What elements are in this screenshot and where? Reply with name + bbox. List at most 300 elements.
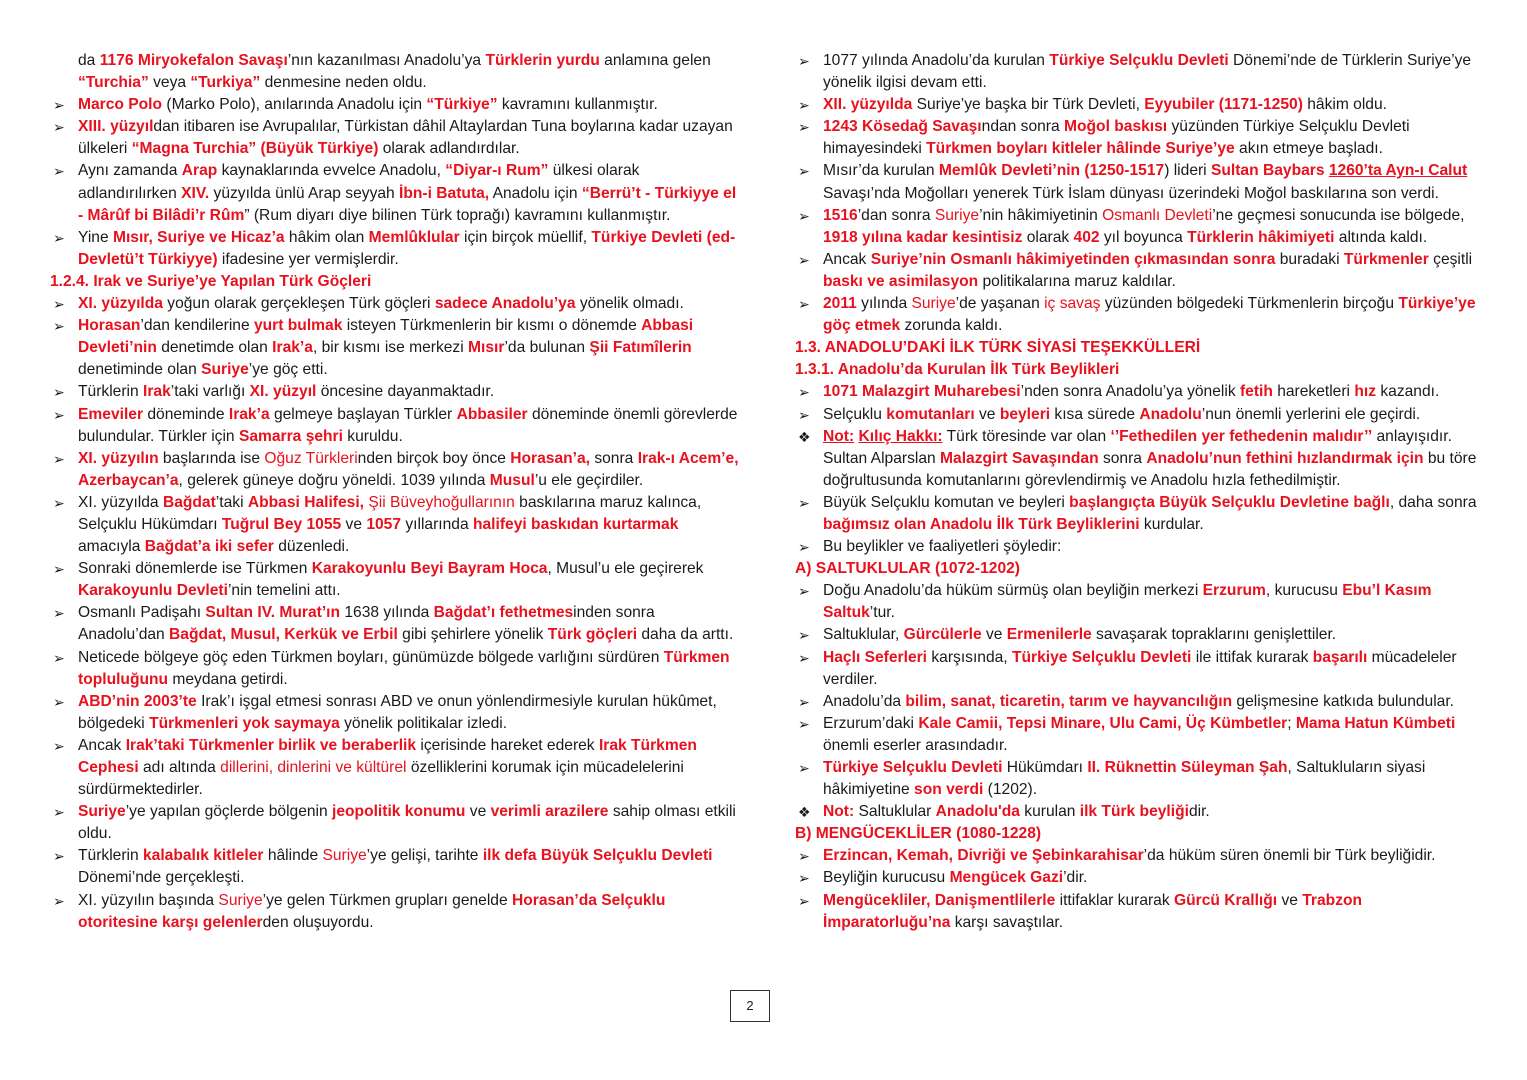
- text-run: Irak: [143, 383, 171, 401]
- text-run: Suriye’ye başka bir Türk Devleti,: [912, 96, 1145, 114]
- text-run: özelliklerini korumak için mücadelelerini sürdürmektedirler.: [78, 759, 684, 799]
- right-bullet-3: [795, 160, 1485, 204]
- text-run: Trabzon İmparatorluğu’na: [823, 891, 1363, 931]
- left-bullet-8: [50, 381, 740, 403]
- text-run: , Saltukluların siyasi hâkimiyetine: [823, 759, 1426, 799]
- right-bullet-5: [795, 249, 1485, 293]
- text-run: denetimde olan: [156, 339, 273, 357]
- text-run: halifeyi baskıdan kurtarmak: [472, 515, 679, 533]
- right-note-21: [795, 801, 1485, 823]
- arrow-bullet-icon: ➢: [798, 583, 810, 600]
- page-number: 2: [730, 990, 770, 1022]
- text-run: iç savaş: [1044, 295, 1101, 313]
- right-bullet-4: [795, 205, 1485, 249]
- text-run: 1.2.4. Irak ve Suriye’ye Yapılan Türk Göçleri: [50, 272, 372, 290]
- text-run: den oluşuyordu.: [262, 913, 374, 931]
- text-run: için birçok müellif,: [459, 228, 592, 246]
- arrow-bullet-icon: ➢: [798, 384, 810, 401]
- text-run: anlayışıdır. Sultan Alparslan: [823, 427, 1452, 467]
- left-heading-5: [50, 271, 740, 293]
- text-run: ’nun önemli yerlerini ele geçirdi.: [1201, 405, 1421, 423]
- text-run: yoğun olarak gerçekleşen Türk göçleri: [162, 295, 435, 313]
- arrow-bullet-icon: ➢: [798, 251, 810, 268]
- text-run: 1260’ta Ayn-ı Calut: [1328, 162, 1468, 180]
- text-run: 1071 Malazgirt Muharebesi: [823, 383, 1021, 401]
- text-run: gelmeye başlayan Türkler: [269, 405, 457, 423]
- text-run: ’ye yapılan göçlerde bölgenin: [125, 803, 333, 821]
- left-bullet-3: [50, 160, 740, 226]
- text-run: Not:: [823, 427, 855, 445]
- text-run: verimli arazilere: [490, 803, 609, 821]
- text-run: Türklerin: [78, 383, 143, 401]
- text-run: Horasan’a,: [510, 449, 590, 467]
- left-bullet-17: [50, 801, 740, 845]
- arrow-bullet-icon: ➢: [53, 605, 65, 622]
- text-run: Irak’a: [228, 405, 270, 423]
- text-run: 1.3. ANADOLU’DAKİ İLK TÜRK SİYASİ TEŞEKKÜLLERİ: [795, 339, 1201, 357]
- text-run: sahip olması etkili oldu.: [78, 803, 736, 843]
- arrow-bullet-icon: ➢: [798, 163, 810, 180]
- text-run: düzenledi.: [273, 538, 350, 556]
- text-run: Yine: [78, 228, 113, 246]
- left-bullet-15: [50, 691, 740, 735]
- text-run: Bağdat, Musul, Kerkük ve Erbil: [169, 626, 398, 644]
- right-bullet-1: [795, 94, 1485, 116]
- text-run: Türklerin hâkimiyeti: [1187, 228, 1335, 246]
- text-run: yüzünden bölgedeki Türkmenlerin birçoğu: [1100, 295, 1399, 313]
- text-run: başarılı: [1312, 648, 1368, 666]
- text-run: öncesine dayanmaktadır.: [316, 383, 495, 401]
- text-run: ;: [1287, 714, 1296, 732]
- text-run: ve: [974, 405, 1000, 423]
- text-run: yılında: [856, 295, 912, 313]
- arrow-bullet-icon: ➢: [798, 53, 810, 69]
- text-run: Sonraki dönemlerde ise Türkmen: [78, 560, 312, 578]
- arrow-bullet-icon: ➢: [53, 229, 65, 246]
- text-run: Memlûklular: [368, 228, 460, 246]
- text-run: Abbasi Halifesi,: [247, 493, 364, 511]
- left-bullet-1: [50, 94, 740, 116]
- text-run: içerisinde hareket ederek: [416, 736, 599, 754]
- text-run: döneminde önemli görevlerde bulundular. Türkler için: [78, 405, 738, 445]
- text-run: Anadolu’nun fethini hızlandırmak için: [1146, 449, 1424, 467]
- text-run: ve: [341, 515, 367, 533]
- text-run: Kale Camii, Tepsi Minare, Ulu Cami, Üç Kümbetler: [918, 714, 1288, 732]
- text-run: XI. yüzyıl: [249, 383, 317, 401]
- text-run: Selçuklu: [823, 405, 887, 423]
- arrow-bullet-icon: ➢: [798, 649, 810, 666]
- right-bullet-12: [795, 492, 1485, 536]
- text-run: ülkesi olarak adlandırılırken: [78, 162, 640, 202]
- text-run: Suriye: [322, 847, 367, 865]
- text-run: ’nin hâkimiyetinin: [979, 206, 1103, 224]
- right-bullet-20: [795, 757, 1485, 801]
- text-run: anlamına gelen: [599, 52, 711, 69]
- text-run: Türkiye Selçuklu Devleti: [823, 759, 1003, 776]
- text-run: çeşitli: [1428, 250, 1473, 268]
- text-run: Mama Hatun Kümbeti: [1295, 714, 1456, 732]
- text-run: Dönemi’nde de Türklerin Suriye’ye yönelik ilgisi devam etti.: [823, 52, 1472, 92]
- text-run: Emeviler: [78, 405, 144, 423]
- text-run: hız: [1354, 383, 1377, 401]
- left-bullet-18: [50, 845, 740, 889]
- text-run: Saltuklular: [854, 803, 936, 821]
- text-run: Suriye: [78, 803, 126, 821]
- text-run: XIII. yüzyıl: [78, 118, 154, 136]
- text-run: ifadesine yer vermişlerdir.: [217, 250, 399, 268]
- text-run: “Berrü’t - Türkiyye el - Mârûf bi Bilâdi’r Rûm: [78, 184, 737, 224]
- text-run: Sultan IV. Murat’ın: [205, 604, 341, 622]
- text-run: ilk Türk beyliği: [1079, 803, 1189, 821]
- text-run: Türk töresinde var olan: [942, 427, 1111, 445]
- text-run: Suriye: [218, 891, 263, 909]
- text-run: yüzünden Türkiye Selçuklu Devleti himayesindeki: [823, 118, 1410, 158]
- text-run: , daha sonra: [1389, 493, 1477, 511]
- text-run: XI. yüzyılda: [78, 493, 163, 511]
- text-run: gibi şehirlere yönelik: [397, 626, 548, 644]
- right-heading-14: [795, 558, 1485, 580]
- text-run: Suriye: [201, 361, 249, 379]
- text-run: ’dan kendilerine: [140, 317, 254, 335]
- text-run: İbn-i Batuta,: [399, 184, 490, 202]
- text-run: , kurucusu: [1265, 582, 1343, 600]
- text-run: Marco Polo: [78, 96, 163, 114]
- text-run: ’nden sonra Anadolu’ya yönelik: [1020, 383, 1240, 401]
- text-run: “Turchia”: [78, 74, 149, 92]
- text-run: Türk göçleri: [547, 626, 638, 644]
- text-run: Ebu’l Kasım Saltuk: [823, 582, 1432, 622]
- text-run: ilk defa Büyük Selçuklu Devleti: [482, 847, 713, 865]
- right-bullet-25: [795, 890, 1485, 934]
- text-run: Erzincan, Kemah, Divriği ve Şebinkarahisar: [823, 847, 1144, 865]
- text-run: 1918 yılına kadar kesintisiz: [823, 228, 1023, 246]
- text-run: bağımsız olan Anadolu İlk Türk Beyliklerini: [823, 515, 1140, 533]
- right-heading-8: [795, 359, 1485, 381]
- arrow-bullet-icon: ➢: [798, 539, 810, 556]
- text-run: 1243 Kösedağ Savaşı: [823, 118, 982, 136]
- text-run: Mısır’da kurulan: [823, 162, 939, 180]
- text-run: ABD’nin 2003’te: [78, 692, 197, 710]
- text-run: ve: [465, 803, 491, 821]
- right-bullet-16: [795, 624, 1485, 646]
- text-run: Türkiye Devleti (ed-Devletü’t Türkiyye): [78, 228, 736, 268]
- text-run: XIV.: [181, 184, 210, 202]
- text-run: Bu beylikler ve faaliyetleri şöyledir:: [823, 538, 1062, 556]
- text-run: altında kaldı.: [1334, 228, 1428, 246]
- text-run: Bağdat’a iki sefer: [144, 538, 274, 556]
- text-run: buradaki: [1275, 250, 1344, 268]
- text-run: yönelik politikalar izledi.: [339, 714, 508, 732]
- text-run: 1077 yılında Anadolu’da kurulan: [823, 52, 1050, 69]
- text-run: , bir kısmı ise merkezi: [312, 339, 469, 357]
- arrow-bullet-icon: ➢: [798, 715, 810, 732]
- text-run: kurdular.: [1139, 515, 1204, 533]
- text-run: ’taki: [215, 493, 248, 511]
- text-run: yönelik olmadı.: [575, 295, 684, 313]
- left-bullet-9: [50, 404, 740, 448]
- text-run: yıl boyunca: [1099, 228, 1188, 246]
- text-run: Türkmen boyları kitleler hâlinde Suriye’ye: [926, 140, 1235, 158]
- text-run: ’nin temelini attı.: [227, 582, 341, 600]
- text-run: “Turkiya”: [190, 74, 261, 92]
- text-run: Türkmen topluluğunu: [78, 648, 730, 688]
- right-bullet-24: [795, 867, 1485, 889]
- right-bullet-23: [795, 845, 1485, 867]
- text-run: kavramını kullanmıştır.: [497, 96, 658, 114]
- arrow-bullet-icon: ➢: [798, 627, 810, 644]
- text-run: nden birçok boy önce: [357, 449, 511, 467]
- text-run: Karakoyunlu Devleti: [78, 582, 228, 600]
- text-run: kısa sürede: [1050, 405, 1140, 423]
- arrow-bullet-icon: ➢: [53, 318, 65, 335]
- text-run: ) lideri: [1164, 162, 1211, 180]
- text-run: sadece Anadolu’ya: [434, 295, 576, 313]
- arrow-bullet-icon: ➢: [798, 207, 810, 224]
- right-bullet-0: [795, 50, 1485, 94]
- text-run: ittifaklar kurarak: [1055, 891, 1174, 909]
- arrow-bullet-icon: ➢: [798, 870, 810, 887]
- text-run: mücadeleler verdiler.: [823, 648, 1457, 688]
- text-run: Mengücek Gazi: [949, 869, 1064, 887]
- right-note-11: [795, 426, 1485, 492]
- text-run: yıllarında: [401, 515, 473, 533]
- right-bullet-10: [795, 404, 1485, 426]
- right-bullet-15: [795, 580, 1485, 624]
- text-run: da: [78, 52, 100, 69]
- right-column: [795, 50, 1485, 934]
- arrow-bullet-icon: ➢: [53, 892, 65, 909]
- text-run: Türkmenler: [1343, 250, 1429, 268]
- text-run: 1.3.1. Anadolu’da Kurulan İlk Türk Beylikleri: [795, 361, 1120, 379]
- text-run: isteyen Türkmenlerin bir kısmı o dönemde: [342, 317, 642, 335]
- arrow-bullet-icon: ➢: [798, 119, 810, 136]
- text-run: savaşarak topraklarını genişlettiler.: [1091, 626, 1337, 644]
- right-bullet-6: [795, 293, 1485, 337]
- text-run: “Magna Turchia” (Büyük Türkiye): [131, 140, 379, 158]
- text-run: akın etmeye başladı.: [1234, 140, 1383, 158]
- arrow-bullet-icon: ➢: [798, 494, 810, 511]
- text-run: Abbasi Devleti’nin: [78, 317, 694, 357]
- text-run: ile ittifak kurarak: [1191, 648, 1313, 666]
- diamond-bullet-icon: ❖: [798, 428, 811, 445]
- text-run: hareketleri: [1272, 383, 1355, 401]
- text-run: Anadolu'da: [935, 803, 1020, 821]
- text-run: Türkmenleri yok saymaya: [149, 714, 340, 732]
- right-bullet-19: [795, 713, 1485, 757]
- text-run: beyleri: [999, 405, 1051, 423]
- arrow-bullet-icon: ➢: [53, 561, 65, 578]
- text-run: Irak’ı işgal etmesi sonrası ABD ve onun yönlendirmesiyle kurulan hükûmet, bölgedeki: [78, 692, 717, 732]
- arrow-bullet-icon: ➢: [53, 649, 65, 666]
- text-run: kuruldu.: [342, 427, 403, 445]
- arrow-bullet-icon: ➢: [798, 892, 810, 909]
- arrow-bullet-icon: ➢: [798, 406, 810, 423]
- left-bullet-2: [50, 116, 740, 160]
- text-run: Not:: [823, 803, 855, 821]
- text-run: Aynı zamanda: [78, 162, 182, 180]
- left-cont-0: [50, 50, 740, 94]
- left-bullet-14: [50, 647, 740, 691]
- right-bullet-18: [795, 691, 1485, 713]
- text-run: olarak adlandırdılar.: [378, 140, 520, 158]
- text-run: ” (Rum diyarı diye bilinen Türk toprağı) kavramını kullanmıştır.: [244, 206, 671, 224]
- text-run: Türkiye Selçuklu Devleti: [1049, 52, 1229, 69]
- text-run: Ermenilerle: [1006, 626, 1092, 644]
- text-run: meydana getirdi.: [168, 670, 288, 688]
- text-run: ’da bulunan: [504, 339, 590, 357]
- text-run: Gürcülerle: [903, 626, 982, 644]
- text-run: Horasan: [78, 317, 141, 335]
- text-run: baskı ve asimilasyon: [823, 272, 979, 290]
- left-bullet-10: [50, 448, 740, 492]
- text-run: önemli eserler arasındadır.: [823, 736, 1008, 754]
- text-run: Mengücekliler, Danişmentlilerle: [823, 891, 1056, 909]
- text-run: “Diyar-ı Rum”: [445, 162, 549, 180]
- text-run: XI. yüzyılda: [78, 295, 163, 313]
- text-run: ’nın kazanılması Anadolu’ya: [287, 52, 486, 69]
- text-run: Eyyubiler (1171-1250): [1144, 96, 1303, 114]
- text-run: ’ye göç etti.: [248, 361, 328, 379]
- text-run: yurt bulmak: [253, 317, 343, 335]
- text-run: Tuğrul Bey 1055: [221, 515, 342, 533]
- text-run: Musul: [489, 471, 535, 489]
- diamond-bullet-icon: ❖: [798, 804, 811, 821]
- text-run: bu töre doğrultusunda komutanlarını görevlendirmiş ve Anadolu hızla fethedilmiştir.: [823, 449, 1477, 489]
- text-run: Doğu Anadolu’da hüküm sürmüş olan beyliğin merkezi: [823, 582, 1203, 600]
- text-run: baskılarına maruz kalınca, Selçuklu Hükümdarı: [78, 493, 702, 533]
- text-run: Savaşı’nda Moğolları yenerek Türk İslam dünyası üzerindeki Moğol baskılarına son verdi.: [823, 184, 1439, 202]
- text-run: Irak’a: [272, 339, 313, 357]
- text-run: XII. yüzyılda: [823, 96, 913, 114]
- text-run: ’taki varlığı: [170, 383, 250, 401]
- text-run: dir.: [1188, 803, 1210, 821]
- text-run: kazandı.: [1376, 383, 1440, 401]
- arrow-bullet-icon: ➢: [53, 494, 65, 511]
- text-run: amacıyla: [78, 538, 145, 556]
- text-run: Malazgirt Savaşından: [940, 449, 1099, 467]
- left-bullet-4: [50, 227, 740, 271]
- left-bullet-16: [50, 735, 740, 801]
- text-run: Memlûk Devleti’nin (1250-1517: [938, 162, 1165, 180]
- text-run: Abbasiler: [456, 405, 528, 423]
- text-run: Karakoyunlu Beyi Bayram Hoca: [311, 560, 548, 578]
- arrow-bullet-icon: ➢: [53, 693, 65, 710]
- text-run: Irak’taki Türkmenler birlik ve beraberlik: [125, 736, 417, 754]
- text-run: Osmanlı Devleti: [1102, 206, 1213, 224]
- text-run: gelişmesine katkıda bulundular.: [1232, 692, 1455, 710]
- text-run: , Musul’u ele geçirerek: [547, 560, 704, 578]
- text-run: jeopolitik konumu: [332, 803, 466, 821]
- text-run: 1176 Miryokefalon Savaşı: [99, 52, 288, 69]
- text-run: Suriye’nin Osmanlı hâkimiyetinden çıkmasından sonra: [870, 250, 1276, 268]
- text-run: Büyük Selçuklu komutan ve beyleri: [823, 493, 1070, 511]
- text-run: Türkiye Selçuklu Devleti: [1011, 648, 1192, 666]
- text-run: 2011: [823, 295, 857, 313]
- arrow-bullet-icon: ➢: [53, 450, 65, 467]
- text-run: hâkim oldu.: [1302, 96, 1387, 114]
- text-run: Türklerin yurdu: [485, 52, 600, 69]
- text-run: 1638 yılında: [340, 604, 434, 622]
- text-run: Irak Türkmen Cephesi: [78, 736, 697, 776]
- left-column: [50, 50, 740, 934]
- text-run: Gürcü Krallığı: [1174, 891, 1278, 909]
- text-run: Horasan’da Selçuklu otoritesine karşı gelenler: [78, 891, 666, 931]
- text-run: ’ne geçmesi sonucunda ise bölgede,: [1212, 206, 1465, 224]
- text-run: Irak-ı Acem’e, Azerbaycan’a: [78, 449, 739, 489]
- arrow-bullet-icon: ➢: [53, 804, 65, 821]
- text-run: olarak: [1022, 228, 1074, 246]
- text-run: hâlinde: [263, 847, 323, 865]
- text-run: ’ye gelen Türkmen grupları genelde: [262, 891, 512, 909]
- text-run: (1202).: [983, 781, 1038, 799]
- text-run: (Marko Polo), anılarında Anadolu için: [162, 96, 427, 114]
- text-run: adı altında: [138, 759, 221, 776]
- text-run: hâkim olan: [284, 228, 369, 246]
- text-run: bilim, sanat, ticaretin, tarım ve hayvancılığın: [905, 692, 1233, 710]
- text-run: Suriye: [934, 206, 980, 224]
- text-run: Arap: [181, 162, 218, 180]
- text-run: A) SALTUKLULAR (1072-1202): [795, 560, 1020, 578]
- text-run: Saltuklular,: [823, 626, 904, 644]
- left-bullet-7: [50, 315, 740, 381]
- text-run: Erzurum: [1202, 582, 1266, 600]
- text-run: Mısır, Suriye ve Hicaz’a: [112, 228, 285, 246]
- arrow-bullet-icon: ➢: [53, 296, 65, 313]
- arrow-bullet-icon: ➢: [798, 693, 810, 710]
- text-run: kalabalık kitleler: [143, 847, 264, 865]
- text-run: Kılıç Hakkı:: [858, 427, 943, 445]
- right-bullet-2: [795, 116, 1485, 160]
- text-run: başlarında ise: [158, 449, 265, 467]
- right-heading-7: [795, 337, 1485, 359]
- text-run: Moğol baskısı: [1064, 118, 1168, 136]
- text-run: Sultan Baybars: [1210, 162, 1325, 180]
- right-bullet-9: [795, 381, 1485, 403]
- left-bullet-11: [50, 492, 740, 558]
- text-run: Samarra şehri: [238, 427, 343, 445]
- text-run: daha da arttı.: [637, 626, 734, 644]
- text-run: Türkiye’ye göç etmek: [823, 295, 1476, 335]
- text-run: Dönemi’nde gerçekleşti.: [78, 869, 245, 887]
- text-run: Şii Fatımîlerin: [589, 339, 692, 357]
- text-run: Bağdat’ı fethetmes: [433, 604, 574, 622]
- arrow-bullet-icon: ➢: [53, 384, 65, 401]
- arrow-bullet-icon: ➢: [798, 296, 810, 313]
- text-run: Ancak: [78, 736, 126, 754]
- text-run: politikalarına maruz kaldılar.: [978, 272, 1176, 290]
- text-run: döneminde: [143, 405, 229, 423]
- arrow-bullet-icon: ➢: [798, 97, 810, 114]
- text-run: fetih: [1239, 383, 1273, 401]
- text-run: 1516: [823, 206, 858, 224]
- text-run: yüzyılda ünlü Arap seyyah: [209, 184, 400, 202]
- text-run: ’de yaşanan: [955, 295, 1045, 313]
- text-run: ’da hüküm süren önemli bir Türk beyliğidir.: [1143, 847, 1436, 865]
- text-run: Şii Büveyhoğullarının: [368, 493, 515, 511]
- text-run: veya: [148, 74, 191, 92]
- right-bullet-13: [795, 536, 1485, 558]
- arrow-bullet-icon: ➢: [798, 848, 810, 865]
- text-run: komutanları: [886, 405, 975, 423]
- text-run: Anadolu için: [489, 184, 582, 202]
- text-run: “Türkiye”: [426, 96, 498, 114]
- text-run: sonra: [1098, 449, 1147, 467]
- text-run: Haçlı Seferleri: [823, 648, 928, 666]
- text-run: başlangıçta Büyük Selçuklu Devletine bağlı: [1069, 493, 1390, 511]
- text-run: ’dir.: [1063, 869, 1088, 887]
- text-run: son verdi: [914, 781, 984, 799]
- text-run: Neticede bölgeye göç eden Türkmen boyları, günümüzde bölgede varlığını sürdüren: [78, 648, 664, 666]
